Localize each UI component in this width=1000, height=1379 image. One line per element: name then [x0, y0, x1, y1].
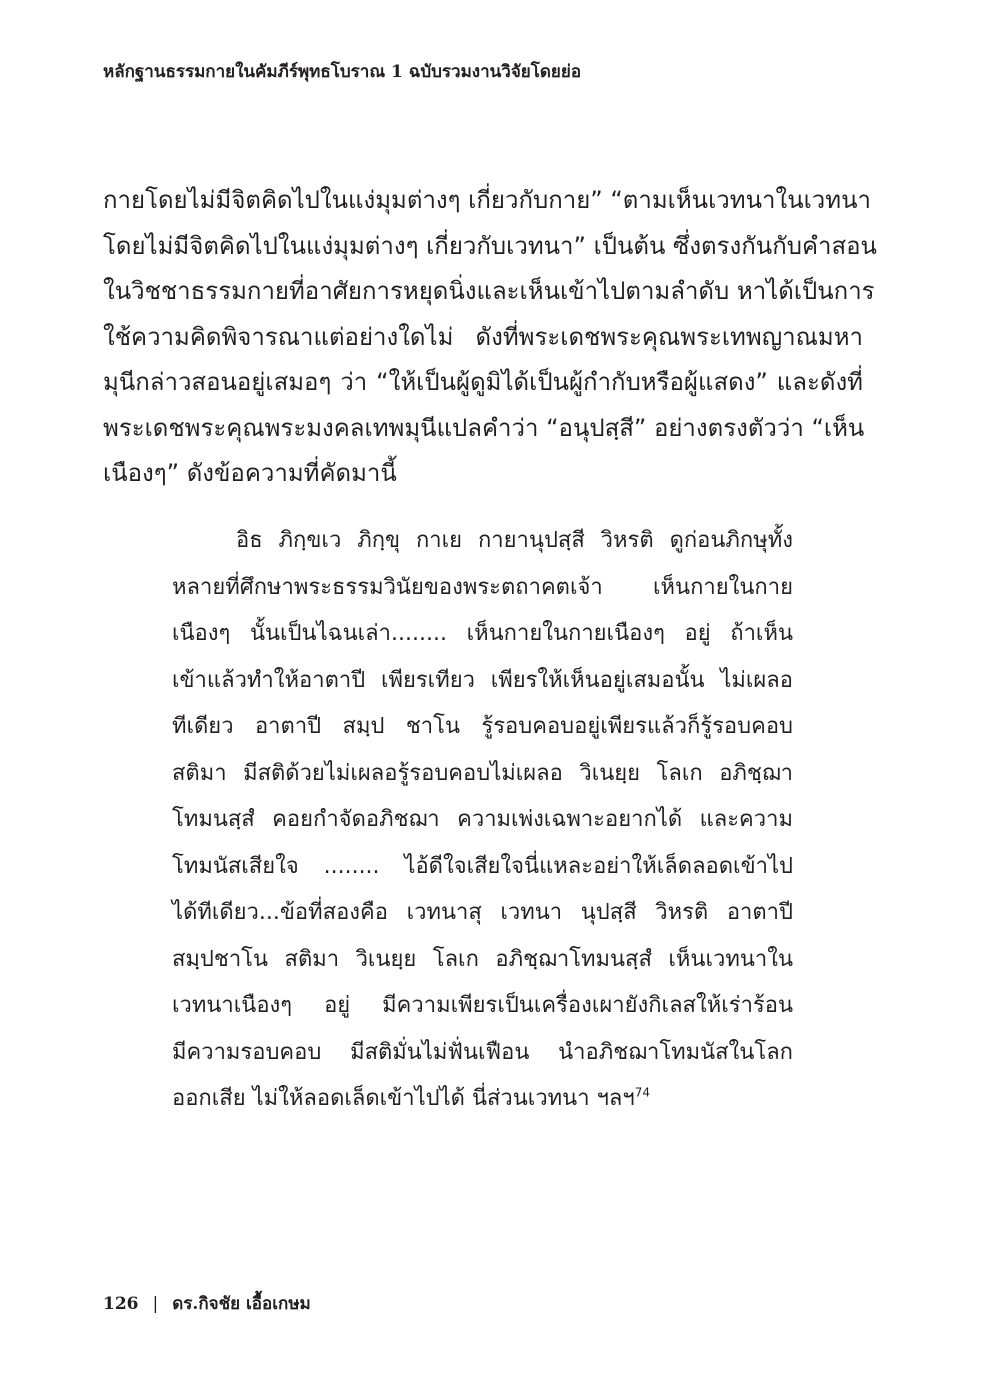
footer-separator: | — [152, 1294, 159, 1314]
page-number: 126 — [103, 1294, 139, 1314]
quote-line: เข้าแล้วทำให้อาตาปี เพียรเทียว เพียรให้เห็นอยู่เสมอนั้น ไม่เผลอ — [172, 667, 793, 693]
quote-line: ทีเดียว อาตาปี สมฺป ชาโน รู้รอบคอบอยู่เพียรแล้วก็รู้รอบคอบ — [172, 714, 793, 739]
quote-line: โทมนัสเสียใจ ........ ไอ้ดีใจเสียใจนี่แหละอย่าให้เล็ดลอดเข้าไป — [172, 853, 793, 879]
running-header — [103, 60, 581, 84]
quote-last-line — [172, 1076, 793, 1123]
quote-line: ออกเสีย ไม่ให้ลอดเล็ดเข้าไปได้ นี่ส่วนเวทนา ฯลฯ — [172, 1086, 635, 1111]
body-line: เนืองๆ” ดังข้อความที่คัดมานี้ — [103, 459, 397, 487]
footnote-reference[interactable]: 74 — [634, 1085, 651, 1100]
quote-line: สติมา มีสติด้วยไม่เผลอรู้รอบคอบไม่เผลอ วิเนยฺย โลเก อภิชฺฌา — [172, 760, 793, 786]
block-quote — [172, 518, 793, 1123]
body-line: ในวิชชาธรรมกายที่อาศัยการหยุดนิ่งและเห็นเข้าไปตามลำดับ หาได้เป็นการ — [103, 277, 875, 305]
body-line: โดยไม่มีจิตคิดไปในแง่มุมต่างๆ เกี่ยวกับเวทนา” เป็นต้น ซึ่งตรงกันกับคำสอน — [103, 231, 877, 260]
quote-line: เวทนาเนืองๆ อยู่ มีความเพียรเป็นเครื่องเผายังกิเลสให้เร่าร้อน — [172, 993, 793, 1018]
quote-line: เนืองๆ นั้นเป็นไฉนเล่า........ เห็นกายในกายเนืองๆ อยู่ ถ้าเห็น — [172, 621, 793, 646]
body-line: มุนีกล่าวสอนอยู่เสมอๆ ว่า “ให้เป็นผู้ดูมิได้เป็นผู้กำกับหรือผู้แสดง” และดังที่ — [103, 368, 863, 396]
quote-line: อิธ ภิกฺขเว ภิกฺขุ กาเย กายานุปสฺสี วิหรติ ดูก่อนภิกษุทั้ง — [236, 528, 793, 553]
quote-line: หลายที่ศึกษาพระธรรมวินัยของพระตถาคตเจ้า เห็นกายในกาย — [172, 574, 793, 600]
body-line: กายโดยไม่มีจิตคิดไปในแง่มุมต่างๆ เกี่ยวกับกาย” “ตามเห็นเวทนาในเวทนา — [103, 186, 871, 214]
page-footer — [103, 1292, 311, 1316]
book-title: หลักฐานธรรมกายในคัมภีร์พุทธโบราณ 1 ฉบับรวมงานวิจัยโดยย่อ — [103, 62, 582, 82]
quote-line: โทมนสฺสํ คอยกำจัดอภิชฌา ความเพ่งเฉพาะอยากได้ และความ — [172, 807, 793, 832]
body-line: พระเดชพระคุณพระมงคลเทพมุนีแปลคำว่า “อนุปสฺสี” อย่างตรงตัวว่า “เห็น — [103, 413, 865, 442]
body-paragraph — [103, 178, 877, 497]
body-line: ใช้ความคิดพิจารณาแต่อย่างใดไม่ ดังที่พระเดชพระคุณพระเทพญาณมหา — [103, 322, 863, 351]
quote-line: สมฺปชาโน สติมา วิเนยฺย โลเก อภิชฺฌาโทมนสฺสํ เห็นเวทนาใน — [172, 946, 793, 972]
author-name: ดร.กิจชัย เอื้อเกษม — [172, 1294, 311, 1314]
quote-line: มีความรอบคอบ มีสติมั่นไม่ฟั่นเฟือน นำอภิชฌาโทมนัสในโลก — [172, 1039, 793, 1065]
quote-line: ได้ทีเดียว...ข้อที่สองคือ เวทนาสุ เวทนา นุปสฺสี วิหรติ อาตาปี — [172, 900, 793, 925]
